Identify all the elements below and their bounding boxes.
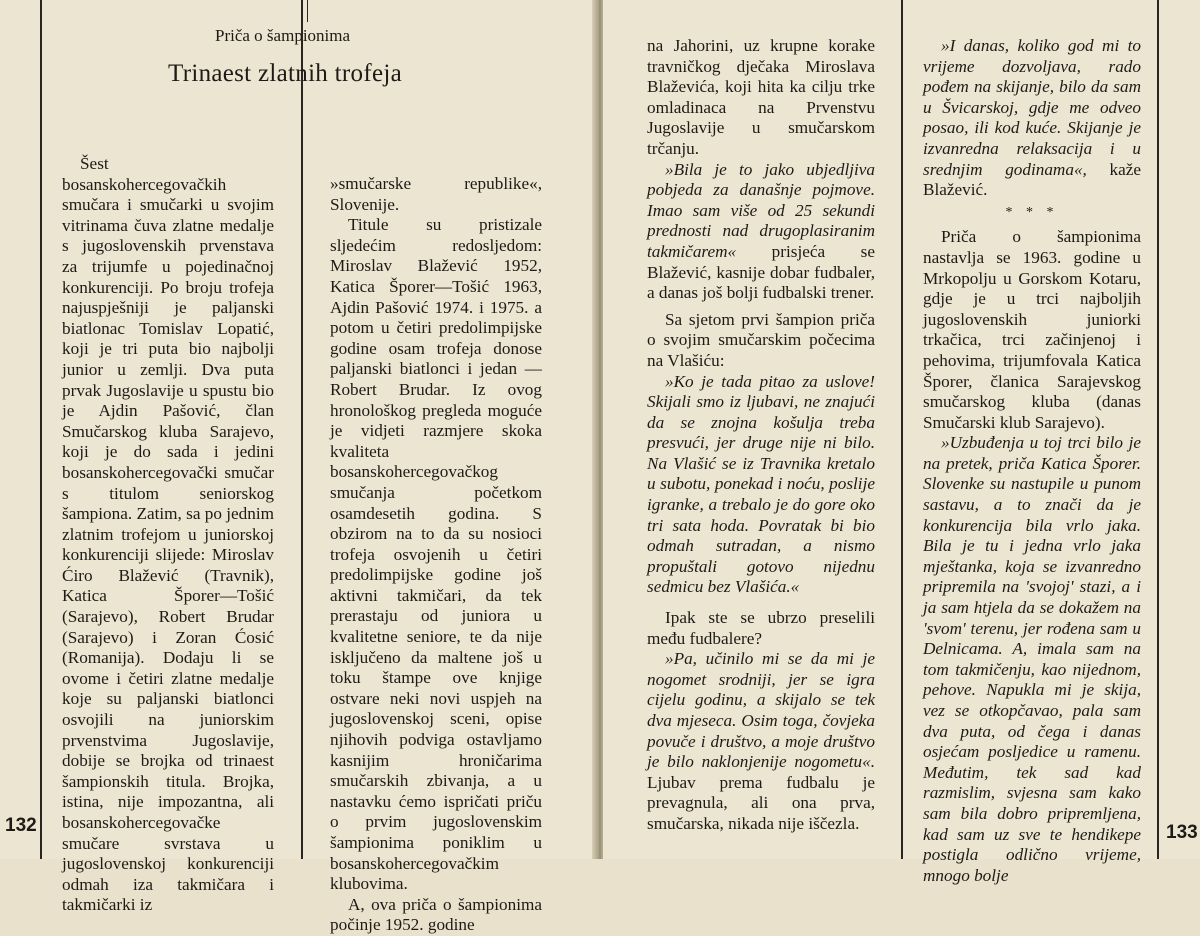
- quote-text: »Bila je to jako ubjedljiva pobjeda za današnje pojmove. Imao sam više od 25 sekundi prednosti nad drugoplasiranim takmičarem«: [647, 159, 875, 261]
- paragraph: [647, 649, 875, 834]
- section-separator: * * *: [1005, 204, 1059, 220]
- left-center-rule: [301, 0, 303, 859]
- paragraph: Sa sjetom prvi šampion priča o svojim smučarskim počecima na Vlašiću:: [647, 309, 875, 370]
- quote-text: »Pa, učinilo mi se da mi je nogomet srodniji, jer se igra cijelu godinu, a skijalo se tek dva mjeseca. Osim toga, čovjeka povuče i društvo, a moje društvo je bilo naklonjenije nogometu«.: [647, 649, 875, 772]
- quote-text: »I danas, koliko god mi to vrijeme dozvoljava, rado pođem na skijanje, bilo da sam u Švicarskoj, gdje me odveo posao, ili kod kuće. Skijanje je izvanredna relaksacija i u srednjim godinama«,: [923, 36, 1141, 179]
- left-page: [0, 0, 597, 935]
- right-column-1: [647, 36, 875, 835]
- right-outer-rule: [1157, 0, 1159, 859]
- paragraph-text: Ljubav prema fudbalu je prevagnula, ali ona prva, smučarska, nikada nije iščezla.: [647, 772, 875, 833]
- paragraph-text: kaže Blažević.: [923, 159, 1141, 200]
- left-column-2: [330, 174, 542, 936]
- left-column-1: [62, 154, 274, 916]
- paragraph: A, ova priča o šampionima počinje 1952. godine: [330, 894, 542, 935]
- paragraph-text: prisjeća se Blažević, kasnije dobar fudbaler, a danas još bolji fudbalski trener.: [647, 241, 875, 303]
- left-head-rule: [307, 0, 308, 22]
- page-number-left: 132: [5, 815, 37, 836]
- question-paragraph: Ipak ste se ubrzo preselili među fudbalere?: [647, 608, 875, 648]
- paragraph: [923, 36, 1141, 201]
- running-head: Priča o šampionima: [215, 26, 351, 45]
- paragraph: Titule su pristizale sljedećim redosljedom: Miroslav Blažević 1952, Katica Šporer—Tošić 1963, Ajdin Pašović 1974. i 1975. a potom u četiri predolimpijske godine osam trofeja donose paljanski biatlonci i jedan — Robert Brudar. Iz ovog hronološkog pregleda moguće je vidjeti razmjere skoka kvaliteta bosanskohercegovačkog smučanja početkom osamdesetih godina. S obzirom na to da su nosioci trofeja osvojenih u četiri predolimpijske godine još aktivni takmičari, da tek prerastaju od juniora u kvalitetne seniore, te da nije isključeno da maltene još u toku štampe ove knjige ostvare neki novi uspjeh na jugoslovenskoj sceni, opise njihovih podviga ostavljamo kasnijim hroničarima smučarskih zbivanja, a u nastavku ćemo ispričati priču o prvim jugoslovenskim šampionima poniklim u bosanskohercegovačkim klubovima.: [330, 215, 542, 894]
- paragraph: [647, 160, 875, 304]
- paragraph: na Jahorini, uz krupne korake travničkog dječaka Miroslava Blaževića, koji hita ka cilju trke omladinaca na Prvenstvu Jugoslavije u smučarskom trčanju.: [647, 36, 875, 158]
- chapter-title: Trinaest zlatnih trofeja: [168, 60, 402, 87]
- paragraph: Priča o šampionima nastavlja se 1963. godine u Mrkopolju u Gorskom Kotaru, gdje je u trci najboljih jugoslovenskih juniorki trkačica, trci začinjenoj i pehovima, trijumfovala Katica Šporer, članica Sarajevskog smučarskog kluba (danas Smučarski klub Sarajevo).: [923, 227, 1141, 432]
- page-number-right: 133: [1166, 822, 1198, 843]
- paragraph: »smučarske republike«, Slovenije.: [330, 174, 542, 214]
- right-page: [603, 0, 1200, 885]
- right-center-rule: [901, 0, 903, 859]
- quote-paragraph: »Ko je tada pitao za uslove! Skijali smo iz ljubavi, ne znajući da se znojna košulja treba presvući, jer druge nije ni bilo. Na Vlašić se iz Travnika kretalo u subotu, ponekad i noću, poslije igranke, a trebalo je do gore oko tri sata hoda. Povratak bi bio odmah sutradan, a nismo propuštali gotovo nijednu sedmicu bez Vlašića.«: [647, 371, 875, 597]
- right-column-2: [923, 36, 1141, 886]
- quote-paragraph: »Uzbuđenja u toj trci bilo je na pretek, priča Katica Šporer. Slovenke su nastupile u punom sastavu, a to znači da je konkurencija bila vrlo jaka. Bila je tu i jedna vrlo jaka mještanka, koja se izvanredno pripremila na 'svojoj' stazi, a i ja sam htjela da se dokažem na 'svom' terenu, jer rođena sam u Delnicama. A, imala sam na tom takmičenju, kao nijednom, pehove. Napukla mi je skija, vez se otkopčavao, pala sam dva puta, od čega i danas osjećam posljedice u ramenu. Međutim, tek sad kad razmislim, svjesna sam kako sam bila dobro pripremljena, kad sam uz sve te hendikepe postigla odlično vrijeme, mnogo bolje: [923, 433, 1141, 885]
- left-outer-rule: [40, 0, 42, 859]
- paragraph: Šest bosanskohercegovačkih smučara i smučarki u svojim vitrinama čuva zlatne medalje s jugoslovenskih prvenstava za trijumfe u pojedinačnoj konkurenciji. Po broju trofeja najuspješniji je paljanski biatlonac Tomislav Lopatić, koji je tri puta bio najbolji junior u zemlji. Dva puta prvak Jugoslavije u spustu bio je Ajdin Pašović, član Smučarskog kluba Sarajevo, koji je do sada i jedini bosanskohercegovački smučar s titulom seniorskog šampiona. Zatim, sa po jednim zlatnim trofejom u juniorskoj konkurenciji slijede: Miroslav Ćiro Blažević (Travnik), Katica Šporer—Tošić (Sarajevo), Robert Brudar (Sarajevo) i Zoran Ćosić (Romanija). Dodaju li se ovome i četiri zlatne medalje koje su paljanski biatlonci osvojili na juniorskim prvenstvima Jugoslavije, dobije se brojka od trinaest šampionskih titula. Brojka, istina, nije impozantna, ali bosanskohercegovačke smučare svrstava u jugoslovenskoj konkurenciji odmah iza takmičara i takmičarki iz: [62, 154, 274, 915]
